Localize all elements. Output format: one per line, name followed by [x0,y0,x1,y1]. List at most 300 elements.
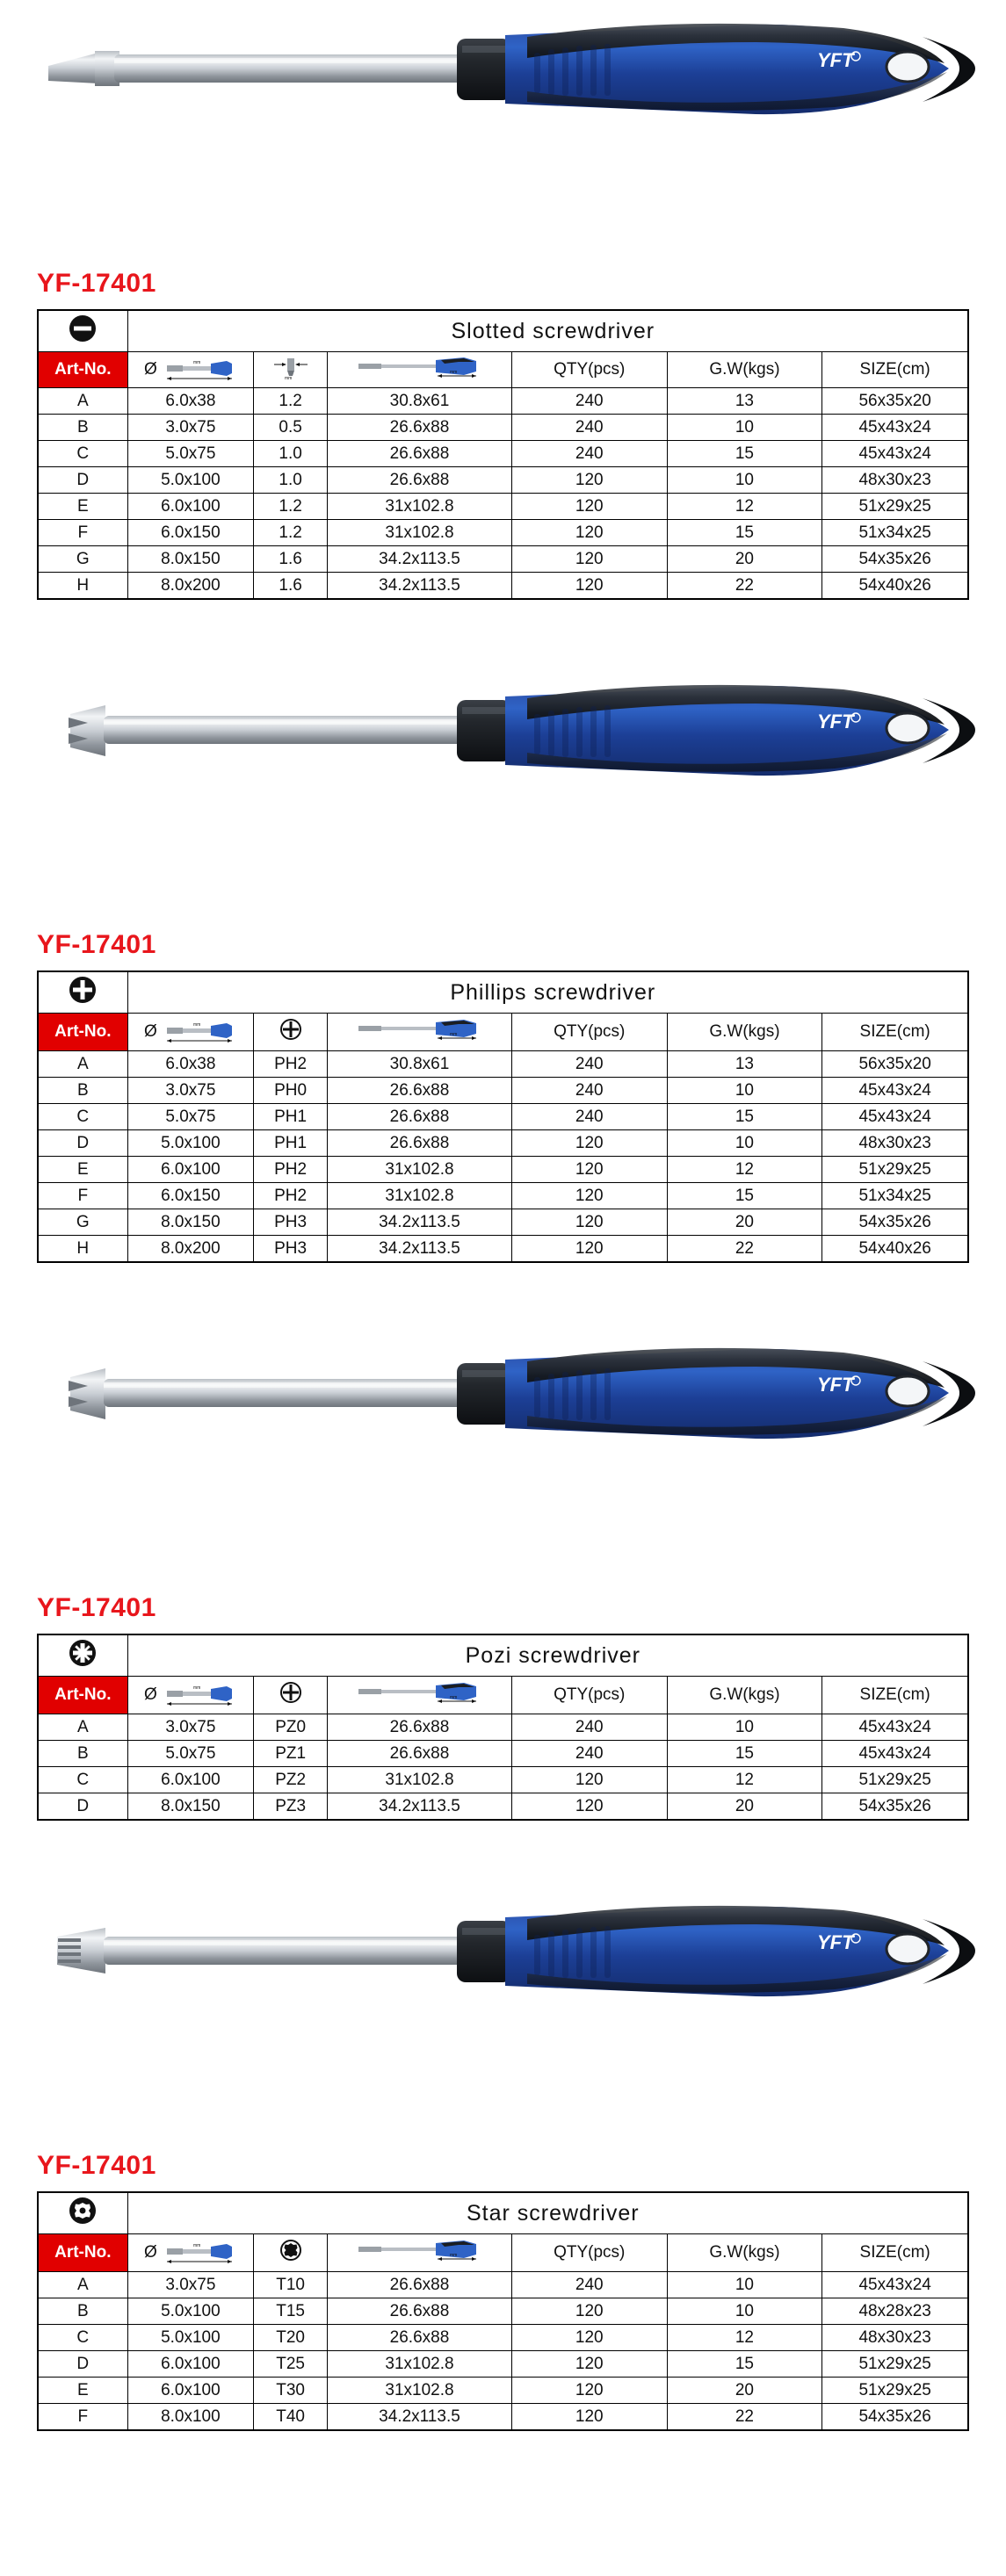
cell-dia: 6.0x100 [127,1157,254,1183]
blade-length-diagram [162,358,237,381]
table-title-row [39,972,968,1014]
section-title: Star screwdriver [127,2193,967,2234]
spec-table-star [37,2191,969,2431]
table-row [39,467,968,494]
table-row [39,1236,968,1262]
cell-qty: 240 [511,1104,667,1130]
section-spacer [0,1263,1006,1324]
cell-dia: 8.0x150 [127,1793,254,1820]
cell-gw: 15 [667,1183,822,1209]
cell-len: 34.2x113.5 [328,1793,512,1820]
col-tip-type [254,1677,328,1714]
cell-dia: 6.0x150 [127,1183,254,1209]
cell-art: D [39,467,128,494]
cell-dia: 8.0x150 [127,1209,254,1236]
cell-len: 26.6x88 [328,1741,512,1767]
cell-len: 31x102.8 [328,494,512,520]
col-gross-weight: G.W(kgs) [667,352,822,388]
cell-size: 56x35x20 [822,388,968,415]
cell-size: 45x43x24 [822,441,968,467]
section-spacer [0,600,1006,661]
cell-dia: 6.0x100 [127,494,254,520]
col-overall-length [328,1014,512,1051]
cell-dia: 5.0x100 [127,2298,254,2325]
cell-art: D [39,2351,128,2378]
overall-length-diagram [353,356,485,379]
slotted-tip-icon [39,311,128,352]
table-header-row [39,2234,968,2272]
col-art-no: Art-No. [39,2234,128,2272]
cell-len: 31x102.8 [328,1157,512,1183]
cell-gw: 20 [667,546,822,573]
cell-art: C [39,2325,128,2351]
product-section-phillips [0,661,1006,1263]
cell-gw: 10 [667,1714,822,1741]
cell-qty: 240 [511,1051,667,1078]
cell-tip: PZ1 [254,1741,328,1767]
cell-gw: 10 [667,2272,822,2298]
col-size: SIZE(cm) [822,352,968,388]
cell-qty: 120 [511,2404,667,2430]
overall-length-diagram [353,1681,485,1704]
col-gross-weight: G.W(kgs) [667,1014,822,1051]
table-row [39,1078,968,1104]
cell-size: 51x34x25 [822,520,968,546]
cell-size: 51x29x25 [822,1767,968,1793]
cell-gw: 15 [667,2351,822,2378]
cell-art: E [39,2378,128,2404]
col-diameter: Ø mm [127,352,254,388]
table-row [39,2272,968,2298]
cell-size: 54x35x26 [822,546,968,573]
cell-tip: 1.2 [254,520,328,546]
cell-art: B [39,415,128,441]
col-diameter: Ø mm [127,1677,254,1714]
cell-tip: 0.5 [254,415,328,441]
cell-tip: PZ0 [254,1714,328,1741]
section-title: Pozi screwdriver [127,1635,967,1677]
cell-len: 34.2x113.5 [328,2404,512,2430]
col-art-no: Art-No. [39,352,128,388]
cell-qty: 240 [511,441,667,467]
cell-qty: 120 [511,1209,667,1236]
cell-art: F [39,520,128,546]
pozi-cross-icon [278,1679,304,1706]
svg-text:mm: mm [284,376,292,379]
cell-dia: 8.0x100 [127,2404,254,2430]
product-section-pozi [0,1324,1006,1821]
cell-gw: 13 [667,1051,822,1078]
table-row [39,2404,968,2430]
cell-qty: 120 [511,2378,667,2404]
blade-length-diagram [162,2241,237,2264]
cell-len: 26.6x88 [328,415,512,441]
phillips-screwdriver-illustration [0,661,1006,925]
table-row [39,2325,968,2351]
cell-art: H [39,1236,128,1262]
pozi-screwdriver-illustration [0,1324,1006,1588]
table-row [39,573,968,599]
cell-tip: T20 [254,2325,328,2351]
overall-length-diagram [353,1018,485,1041]
cell-tip: T25 [254,2351,328,2378]
cell-len: 34.2x113.5 [328,573,512,599]
cell-gw: 20 [667,2378,822,2404]
model-code: YF-17401 [37,2151,156,2180]
cell-qty: 120 [511,520,667,546]
table-row [39,520,968,546]
cell-tip: 1.6 [254,573,328,599]
cell-len: 26.6x88 [328,2325,512,2351]
cell-gw: 12 [667,494,822,520]
cell-tip: 1.2 [254,388,328,415]
cell-size: 48x30x23 [822,1130,968,1157]
cell-art: G [39,1209,128,1236]
cell-tip: 1.6 [254,546,328,573]
cell-tip: PH2 [254,1157,328,1183]
cell-dia: 5.0x75 [127,1741,254,1767]
table-row [39,494,968,520]
cell-len: 34.2x113.5 [328,1236,512,1262]
table-title-row [39,2193,968,2234]
table-row [39,1714,968,1741]
cell-qty: 120 [511,494,667,520]
col-diameter: Ø mm [127,2234,254,2272]
table-row [39,1183,968,1209]
svg-text:YFT: YFT [817,49,854,71]
svg-text:YFT: YFT [817,1931,854,1953]
svg-text:mm: mm [450,370,458,375]
cell-size: 54x40x26 [822,1236,968,1262]
cell-len: 31x102.8 [328,1767,512,1793]
cell-qty: 120 [511,573,667,599]
col-gross-weight: G.W(kgs) [667,1677,822,1714]
cell-gw: 10 [667,1078,822,1104]
table-row [39,1157,968,1183]
cell-gw: 12 [667,1767,822,1793]
svg-text:mm: mm [192,360,201,365]
cell-qty: 120 [511,1157,667,1183]
cell-size: 54x35x26 [822,2404,968,2430]
cell-size: 54x40x26 [822,573,968,599]
cell-tip: PH0 [254,1078,328,1104]
pozi-tip-icon [39,1635,128,1677]
cell-gw: 15 [667,1741,822,1767]
cell-gw: 20 [667,1209,822,1236]
svg-text:mm: mm [192,1685,201,1691]
cell-len: 30.8x61 [328,388,512,415]
cell-len: 26.6x88 [328,1130,512,1157]
cell-dia: 8.0x200 [127,573,254,599]
table-row [39,1793,968,1820]
cell-tip: T30 [254,2378,328,2404]
cell-qty: 120 [511,1183,667,1209]
cell-len: 31x102.8 [328,1183,512,1209]
table-row [39,546,968,573]
cell-gw: 13 [667,388,822,415]
cell-tip: PZ3 [254,1793,328,1820]
model-code: YF-17401 [37,1593,156,1622]
col-size: SIZE(cm) [822,1014,968,1051]
cell-size: 45x43x24 [822,2272,968,2298]
cell-dia: 6.0x150 [127,520,254,546]
cell-art: E [39,1157,128,1183]
cell-art: A [39,388,128,415]
cell-art: C [39,441,128,467]
cell-tip: 1.0 [254,467,328,494]
spec-table-pozi [37,1634,969,1821]
cell-dia: 3.0x75 [127,1078,254,1104]
cell-dia: 5.0x100 [127,2325,254,2351]
cell-gw: 15 [667,520,822,546]
cell-art: G [39,546,128,573]
cell-len: 26.6x88 [328,2298,512,2325]
cell-qty: 120 [511,1793,667,1820]
cell-qty: 240 [511,1741,667,1767]
cell-art: A [39,1051,128,1078]
table-row [39,2298,968,2325]
cell-gw: 22 [667,2404,822,2430]
cell-gw: 10 [667,415,822,441]
cell-tip: T40 [254,2404,328,2430]
table-row [39,415,968,441]
cell-size: 51x29x25 [822,2351,968,2378]
cell-len: 31x102.8 [328,2351,512,2378]
section-title: Slotted screwdriver [127,311,967,352]
col-size: SIZE(cm) [822,1677,968,1714]
col-size: SIZE(cm) [822,2234,968,2272]
table-row [39,1741,968,1767]
model-code: YF-17401 [37,930,156,959]
cell-len: 26.6x88 [328,1714,512,1741]
table-row [39,1209,968,1236]
cell-qty: 240 [511,388,667,415]
cell-dia: 8.0x150 [127,546,254,573]
product-section-slotted [0,0,1006,600]
col-art-no: Art-No. [39,1677,128,1714]
cell-qty: 240 [511,1078,667,1104]
svg-text:YFT: YFT [817,711,854,732]
cell-tip: T15 [254,2298,328,2325]
cell-size: 51x29x25 [822,1157,968,1183]
cell-tip: PH3 [254,1236,328,1262]
cell-len: 31x102.8 [328,2378,512,2404]
col-tip-width [254,352,328,388]
slot-width-diagram [269,355,313,379]
cell-qty: 240 [511,415,667,441]
cell-qty: 120 [511,2325,667,2351]
cell-qty: 120 [511,2298,667,2325]
cell-gw: 12 [667,1157,822,1183]
cell-gw: 10 [667,2298,822,2325]
cell-dia: 3.0x75 [127,2272,254,2298]
table-row [39,441,968,467]
col-diameter: Ø mm [127,1014,254,1051]
cell-dia: 5.0x75 [127,1104,254,1130]
product-image-phillips [0,661,1006,925]
svg-text:YFT: YFT [817,1374,854,1396]
cell-tip: PH1 [254,1104,328,1130]
table-header-row [39,352,968,388]
col-overall-length [328,352,512,388]
cell-dia: 6.0x100 [127,2351,254,2378]
cell-art: A [39,1714,128,1741]
svg-text:mm: mm [450,2253,458,2258]
cell-qty: 240 [511,2272,667,2298]
product-image-star [0,1882,1006,2146]
cell-size: 45x43x24 [822,1741,968,1767]
cell-dia: 5.0x100 [127,1130,254,1157]
cell-art: H [39,573,128,599]
table-title-row [39,1635,968,1677]
cell-size: 48x30x23 [822,2325,968,2351]
svg-text:mm: mm [450,1032,458,1037]
cell-dia: 3.0x75 [127,1714,254,1741]
cell-tip: PH2 [254,1183,328,1209]
star-screwdriver-illustration [0,1882,1006,2146]
cell-qty: 120 [511,546,667,573]
cell-len: 26.6x88 [328,2272,512,2298]
col-qty: QTY(pcs) [511,2234,667,2272]
table-header-row [39,1677,968,1714]
col-qty: QTY(pcs) [511,1014,667,1051]
torx-star-icon [278,2237,304,2263]
cell-art: A [39,2272,128,2298]
cell-size: 51x34x25 [822,1183,968,1209]
cell-size: 56x35x20 [822,1051,968,1078]
cell-art: B [39,1741,128,1767]
blade-length-diagram [162,1684,237,1707]
model-code: YF-17401 [37,269,156,298]
product-image-pozi [0,1324,1006,1588]
col-qty: QTY(pcs) [511,1677,667,1714]
cell-size: 48x28x23 [822,2298,968,2325]
svg-text:mm: mm [192,1022,201,1028]
cell-qty: 120 [511,2351,667,2378]
cell-tip: T10 [254,2272,328,2298]
cell-tip: PH1 [254,1130,328,1157]
cell-dia: 6.0x100 [127,2378,254,2404]
col-overall-length [328,2234,512,2272]
cell-dia: 3.0x75 [127,415,254,441]
cell-gw: 20 [667,1793,822,1820]
cell-len: 31x102.8 [328,520,512,546]
cell-dia: 5.0x100 [127,467,254,494]
col-art-no: Art-No. [39,1014,128,1051]
overall-length-diagram [353,2239,485,2262]
cell-size: 45x43x24 [822,1104,968,1130]
table-row [39,2351,968,2378]
section-title: Phillips screwdriver [127,972,967,1014]
cell-art: B [39,2298,128,2325]
cell-gw: 22 [667,573,822,599]
spec-table-phillips [37,971,969,1263]
cell-len: 34.2x113.5 [328,546,512,573]
cell-gw: 15 [667,441,822,467]
star-tip-icon [39,2193,128,2234]
table-row [39,1051,968,1078]
col-gross-weight: G.W(kgs) [667,2234,822,2272]
cell-tip: PH3 [254,1209,328,1236]
cell-size: 45x43x24 [822,415,968,441]
cell-dia: 5.0x75 [127,441,254,467]
cell-gw: 10 [667,467,822,494]
cell-size: 54x35x26 [822,1793,968,1820]
cell-art: E [39,494,128,520]
cell-art: B [39,1078,128,1104]
product-section-star [0,1882,1006,2431]
cell-art: D [39,1130,128,1157]
cell-art: F [39,1183,128,1209]
blade-length-diagram [162,1021,237,1043]
cell-tip: 1.2 [254,494,328,520]
cell-gw: 10 [667,1130,822,1157]
slotted-screwdriver-illustration [0,0,1006,263]
cell-tip: PZ2 [254,1767,328,1793]
col-tip-type [254,2234,328,2272]
cell-dia: 6.0x100 [127,1767,254,1793]
cell-size: 51x29x25 [822,2378,968,2404]
cell-qty: 120 [511,467,667,494]
cell-tip: PH2 [254,1051,328,1078]
table-row [39,1767,968,1793]
cell-tip: 1.0 [254,441,328,467]
cell-len: 26.6x88 [328,1078,512,1104]
cell-size: 54x35x26 [822,1209,968,1236]
col-qty: QTY(pcs) [511,352,667,388]
table-row [39,1104,968,1130]
phillips-tip-icon [39,972,128,1014]
cell-art: F [39,2404,128,2430]
col-tip-type [254,1014,328,1051]
cell-len: 30.8x61 [328,1051,512,1078]
cell-dia: 6.0x38 [127,388,254,415]
table-row [39,388,968,415]
cell-size: 51x29x25 [822,494,968,520]
cell-len: 26.6x88 [328,467,512,494]
cell-gw: 12 [667,2325,822,2351]
spec-table-slotted [37,309,969,600]
cell-art: C [39,1767,128,1793]
cell-dia: 6.0x38 [127,1051,254,1078]
col-overall-length [328,1677,512,1714]
cell-len: 26.6x88 [328,1104,512,1130]
section-spacer [0,1821,1006,1882]
product-image-slotted [0,0,1006,263]
table-row [39,1130,968,1157]
cell-gw: 22 [667,1236,822,1262]
cell-dia: 8.0x200 [127,1236,254,1262]
cell-qty: 120 [511,1130,667,1157]
cell-size: 45x43x24 [822,1078,968,1104]
table-row [39,2378,968,2404]
cell-qty: 240 [511,1714,667,1741]
cell-gw: 15 [667,1104,822,1130]
cell-art: D [39,1793,128,1820]
cell-len: 26.6x88 [328,441,512,467]
cell-qty: 120 [511,1767,667,1793]
phillips-cross-icon [278,1016,304,1043]
cell-size: 48x30x23 [822,467,968,494]
table-title-row [39,311,968,352]
table-header-row [39,1014,968,1051]
svg-text:mm: mm [192,2243,201,2248]
cell-len: 34.2x113.5 [328,1209,512,1236]
cell-qty: 120 [511,1236,667,1262]
svg-text:mm: mm [450,1695,458,1700]
cell-art: C [39,1104,128,1130]
cell-size: 45x43x24 [822,1714,968,1741]
